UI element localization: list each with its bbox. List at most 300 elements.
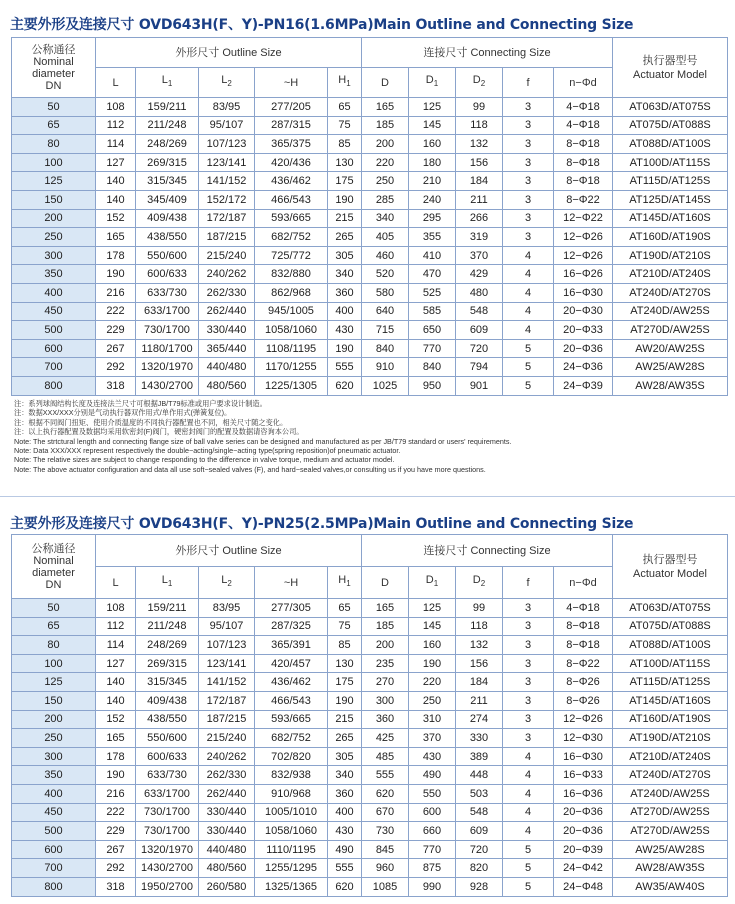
table-cell: 229 xyxy=(96,822,136,841)
table-cell: 8−Φ18 xyxy=(554,617,613,636)
dn-cell: 400 xyxy=(12,283,96,302)
table-cell: 770 xyxy=(409,840,456,859)
table-cell: 85 xyxy=(328,135,362,154)
table-row xyxy=(12,228,728,247)
table-cell: AT115D/AT125S xyxy=(613,172,728,191)
table-cell: 490 xyxy=(409,766,456,785)
table-cell: 83/95 xyxy=(199,98,255,117)
table-cell: 730 xyxy=(362,822,409,841)
table-cell: 165 xyxy=(96,228,136,247)
table-body xyxy=(12,599,728,897)
table-cell: 550/600 xyxy=(136,246,199,265)
table-cell: 440/480 xyxy=(199,358,255,377)
table-cell: 409/438 xyxy=(136,691,199,710)
dn-cell: 800 xyxy=(12,376,96,395)
table-cell: 250 xyxy=(409,691,456,710)
table-cell: 20−Φ36 xyxy=(554,803,613,822)
table-row xyxy=(12,116,728,135)
table-cell: AW28/AW35S xyxy=(613,376,728,395)
table-row xyxy=(12,710,728,729)
table-cell: 152 xyxy=(96,209,136,228)
table-cell: 600 xyxy=(409,803,456,822)
table-cell: 190 xyxy=(409,654,456,673)
table-cell: 715 xyxy=(362,321,409,340)
note-line: 注：以上执行器配置及数据均采用软密封(F)阀门，硬密封阀门的配置及数据请咨询本公司。 xyxy=(14,427,304,437)
table-cell: 220 xyxy=(362,153,409,172)
table-cell: 950 xyxy=(409,376,456,395)
table-cell: 555 xyxy=(328,859,362,878)
column-header: ~H xyxy=(255,567,328,599)
table-cell: 330/440 xyxy=(199,803,255,822)
note-line: 注：数据XXX/XXX分别是气动执行器双作用式/单作用式(弹簧复位)。 xyxy=(14,408,232,418)
table-cell: 1108/1195 xyxy=(255,339,328,358)
dn-cell: 125 xyxy=(12,673,96,692)
dn-cell: 350 xyxy=(12,265,96,284)
table-cell: 235 xyxy=(362,654,409,673)
table-cell: 4 xyxy=(503,784,554,803)
table-cell: 490 xyxy=(328,840,362,859)
table-cell: 4 xyxy=(503,246,554,265)
table-cell: 4 xyxy=(503,822,554,841)
table-cell: 269/315 xyxy=(136,654,199,673)
table-cell: AT075D/AT088S xyxy=(613,617,728,636)
table-row xyxy=(12,209,728,228)
table-cell: 430 xyxy=(328,822,362,841)
table-cell: 172/187 xyxy=(199,209,255,228)
table-cell: 267 xyxy=(96,840,136,859)
table-cell: 3 xyxy=(503,654,554,673)
table-cell: 4−Φ18 xyxy=(554,98,613,117)
table-cell: 425 xyxy=(362,729,409,748)
table-cell: 660 xyxy=(409,822,456,841)
dn-cell: 450 xyxy=(12,302,96,321)
table-cell: AT160D/AT190S xyxy=(613,710,728,729)
table-cell: 16−Φ36 xyxy=(554,784,613,803)
table-cell: 633/1700 xyxy=(136,784,199,803)
table-cell: 12−Φ26 xyxy=(554,246,613,265)
table-cell: 24−Φ39 xyxy=(554,376,613,395)
table-cell: 190 xyxy=(96,265,136,284)
table-cell: 389 xyxy=(456,747,503,766)
table-cell: 845 xyxy=(362,840,409,859)
table-cell: 211/248 xyxy=(136,617,199,636)
dn-cell: 200 xyxy=(12,209,96,228)
table-cell: 440/480 xyxy=(199,840,255,859)
dn-cell: 50 xyxy=(12,599,96,618)
table-cell: 12−Φ22 xyxy=(554,209,613,228)
table-cell: 215/240 xyxy=(199,729,255,748)
column-header: $D_1$ xyxy=(409,68,456,98)
table-cell: 185 xyxy=(362,116,409,135)
table-row xyxy=(12,636,728,655)
table-cell: 277/305 xyxy=(255,599,328,618)
table-cell: 430 xyxy=(409,747,456,766)
table-cell: 609 xyxy=(456,822,503,841)
table-cell: 130 xyxy=(328,654,362,673)
table-cell: 480 xyxy=(456,283,503,302)
table-cell: 370 xyxy=(456,246,503,265)
table-cell: 5 xyxy=(503,859,554,878)
table-cell: 216 xyxy=(96,283,136,302)
column-header: $L_2$ xyxy=(199,567,255,599)
table-row xyxy=(12,599,728,618)
table-cell: 3 xyxy=(503,729,554,748)
table-cell: 1320/1970 xyxy=(136,358,199,377)
table-cell: 300 xyxy=(362,691,409,710)
column-header: n−Φd xyxy=(554,68,613,98)
table-cell: 4 xyxy=(503,302,554,321)
table-cell: 145 xyxy=(409,617,456,636)
table-cell: 215 xyxy=(328,209,362,228)
table-cell: AT063D/AT075S xyxy=(613,98,728,117)
table-cell: 215/240 xyxy=(199,246,255,265)
dn-cell: 500 xyxy=(12,321,96,340)
section2-title: 主要外形及连接尺寸 OVD643H(F、Y)-PN25(2.5MPa)Main Outline and Connecting Size xyxy=(10,516,634,532)
table-row xyxy=(12,283,728,302)
table-cell: 262/440 xyxy=(199,784,255,803)
table-cell: 3 xyxy=(503,710,554,729)
table-cell: 928 xyxy=(456,877,503,896)
table-cell: 550 xyxy=(409,784,456,803)
table-cell: 360 xyxy=(328,283,362,302)
connecting-size-header: 连接尺寸 Connecting Size xyxy=(362,535,613,567)
table-cell: AW20/AW25S xyxy=(613,339,728,358)
table-cell: 123/141 xyxy=(199,153,255,172)
table-cell: 340 xyxy=(328,766,362,785)
table-cell: 160 xyxy=(409,135,456,154)
dn-cell: 250 xyxy=(12,729,96,748)
table-cell: AT240D/AW25S xyxy=(613,784,728,803)
table-cell: 330/440 xyxy=(199,822,255,841)
table-cell: 114 xyxy=(96,135,136,154)
note-line: 注：系列球阀结构长度及连接法兰尺寸可根据JB/T79标准或用户要求设计制造。 xyxy=(14,399,267,408)
column-header: $D_2$ xyxy=(456,68,503,98)
table-row xyxy=(12,172,728,191)
table-cell: 175 xyxy=(328,172,362,191)
table-cell: AT240D/AT270S xyxy=(613,766,728,785)
table-cell: 1950/2700 xyxy=(136,877,199,896)
table-cell: 305 xyxy=(328,246,362,265)
table-cell: 1430/2700 xyxy=(136,376,199,395)
column-header: $H_1$ xyxy=(328,567,362,599)
table-cell: 266 xyxy=(456,209,503,228)
dn-cell: 65 xyxy=(12,116,96,135)
table-cell: 832/880 xyxy=(255,265,328,284)
table-cell: 8−Φ18 xyxy=(554,636,613,655)
table-cell: 3 xyxy=(503,116,554,135)
dn-cell: 50 xyxy=(12,98,96,117)
table-cell: 180 xyxy=(409,153,456,172)
table-cell: 24−Φ42 xyxy=(554,859,613,878)
dn-cell: 80 xyxy=(12,135,96,154)
table-cell: 292 xyxy=(96,859,136,878)
table-cell: 525 xyxy=(409,283,456,302)
table-cell: 730/1700 xyxy=(136,321,199,340)
table-cell: 4 xyxy=(503,265,554,284)
table-cell: 265 xyxy=(328,729,362,748)
dn-cell: 600 xyxy=(12,840,96,859)
table-cell: 555 xyxy=(328,358,362,377)
table-cell: AT125D/AT145S xyxy=(613,190,728,209)
table-cell: 5 xyxy=(503,358,554,377)
table-cell: 420/436 xyxy=(255,153,328,172)
table-cell: 318 xyxy=(96,877,136,896)
table-cell: 127 xyxy=(96,153,136,172)
table-cell: 5 xyxy=(503,339,554,358)
table-cell: 3 xyxy=(503,599,554,618)
table-cell: 95/107 xyxy=(199,116,255,135)
table-cell: 3 xyxy=(503,691,554,710)
table-row xyxy=(12,803,728,822)
table-cell: 24−Φ36 xyxy=(554,358,613,377)
table-cell: 620 xyxy=(362,784,409,803)
dn-cell: 500 xyxy=(12,822,96,841)
dn-cell: 300 xyxy=(12,246,96,265)
column-header: L xyxy=(96,567,136,599)
table-cell: 222 xyxy=(96,302,136,321)
table-cell: AT075D/AT088S xyxy=(613,116,728,135)
table-body xyxy=(12,98,728,396)
column-header: n−Φd xyxy=(554,567,613,599)
table-cell: 156 xyxy=(456,654,503,673)
table-cell: 438/550 xyxy=(136,228,199,247)
table-cell: 222 xyxy=(96,803,136,822)
table-cell: 1058/1060 xyxy=(255,321,328,340)
table-cell: 1180/1700 xyxy=(136,339,199,358)
table-cell: 295 xyxy=(409,209,456,228)
dn-header: 公称通径 Nominal diameter DN xyxy=(12,535,96,599)
dn-cell: 250 xyxy=(12,228,96,247)
table-cell: 248/269 xyxy=(136,636,199,655)
table-cell: 211/248 xyxy=(136,116,199,135)
table-cell: 127 xyxy=(96,654,136,673)
table-cell: 112 xyxy=(96,617,136,636)
table-cell: 600/633 xyxy=(136,265,199,284)
table-cell: AW35/AW40S xyxy=(613,877,728,896)
table-cell: 3 xyxy=(503,673,554,692)
table-cell: 319 xyxy=(456,228,503,247)
dn-cell: 700 xyxy=(12,358,96,377)
table-row xyxy=(12,859,728,878)
table-cell: 262/440 xyxy=(199,302,255,321)
table-cell: 16−Φ33 xyxy=(554,766,613,785)
dn-cell: 150 xyxy=(12,190,96,209)
table-cell: 85 xyxy=(328,636,362,655)
table-cell: 725/772 xyxy=(255,246,328,265)
table-cell: 832/938 xyxy=(255,766,328,785)
table-row xyxy=(12,654,728,673)
table-cell: 123/141 xyxy=(199,654,255,673)
table-cell: 112 xyxy=(96,116,136,135)
table-row xyxy=(12,822,728,841)
table-row xyxy=(12,691,728,710)
note-line: Note: The above actuator configuration and data all use soft−sealed valves (F), and hard−sealed valves,or consulting us if you have more questions. xyxy=(14,464,486,474)
table-cell: 156 xyxy=(456,153,503,172)
section1-title: 主要外形及连接尺寸 OVD643H(F、Y)-PN16(1.6MPa)Main Outline and Connecting Size xyxy=(10,17,634,33)
table-cell: 187/215 xyxy=(199,710,255,729)
table-cell: 1325/1365 xyxy=(255,877,328,896)
table-cell: 400 xyxy=(328,302,362,321)
table-cell: 5 xyxy=(503,877,554,896)
table-row xyxy=(12,617,728,636)
table-cell: 340 xyxy=(362,209,409,228)
table-cell: 3 xyxy=(503,209,554,228)
table-cell: 438/550 xyxy=(136,710,199,729)
column-header: $D_1$ xyxy=(409,567,456,599)
table-row xyxy=(12,766,728,785)
table-cell: 12−Φ26 xyxy=(554,228,613,247)
table-cell: 305 xyxy=(328,747,362,766)
table-cell: 274 xyxy=(456,710,503,729)
table-cell: 1085 xyxy=(362,877,409,896)
table-cell: 702/820 xyxy=(255,747,328,766)
table-cell: 466/543 xyxy=(255,190,328,209)
table-cell: AT190D/AT210S xyxy=(613,246,728,265)
table-cell: 1255/1295 xyxy=(255,859,328,878)
table-cell: 650 xyxy=(409,321,456,340)
table-cell: 140 xyxy=(96,172,136,191)
table-cell: 345/409 xyxy=(136,190,199,209)
table-cell: 410 xyxy=(409,246,456,265)
table-cell: 1170/1255 xyxy=(255,358,328,377)
table-cell: 3 xyxy=(503,190,554,209)
table-cell: 160 xyxy=(409,636,456,655)
table-cell: 20−Φ36 xyxy=(554,339,613,358)
table-cell: 585 xyxy=(409,302,456,321)
table-cell: 901 xyxy=(456,376,503,395)
column-header: f xyxy=(503,567,554,599)
table-cell: 140 xyxy=(96,673,136,692)
table-cell: 20−Φ30 xyxy=(554,302,613,321)
table-cell: 620 xyxy=(328,376,362,395)
table-cell: 12−Φ30 xyxy=(554,729,613,748)
table-cell: 190 xyxy=(328,190,362,209)
table-cell: 670 xyxy=(362,803,409,822)
table-cell: 633/1700 xyxy=(136,302,199,321)
table-cell: AT063D/AT075S xyxy=(613,599,728,618)
column-header: L xyxy=(96,68,136,98)
table-cell: 470 xyxy=(409,265,456,284)
table-cell: 770 xyxy=(409,339,456,358)
table-cell: 910 xyxy=(362,358,409,377)
table-cell: 5 xyxy=(503,376,554,395)
table-cell: 840 xyxy=(409,358,456,377)
table-cell: 20−Φ33 xyxy=(554,321,613,340)
dn-header: 公称通径 Nominal diameter DN xyxy=(12,38,96,98)
column-header: D xyxy=(362,68,409,98)
dn-cell: 600 xyxy=(12,339,96,358)
table-row xyxy=(12,246,728,265)
table-cell: 250 xyxy=(362,172,409,191)
table-cell: 99 xyxy=(456,98,503,117)
table-cell: 118 xyxy=(456,116,503,135)
table-cell: 75 xyxy=(328,116,362,135)
table-cell: 118 xyxy=(456,617,503,636)
dn-cell: 450 xyxy=(12,803,96,822)
table-row xyxy=(12,98,728,117)
table-cell: 200 xyxy=(362,135,409,154)
table-cell: 862/968 xyxy=(255,283,328,302)
table-cell: AW25/AW28S xyxy=(613,840,728,859)
table-cell: 8−Φ26 xyxy=(554,673,613,692)
table-row xyxy=(12,877,728,896)
table-cell: 165 xyxy=(362,98,409,117)
table-cell: 267 xyxy=(96,339,136,358)
table-cell: 460 xyxy=(362,246,409,265)
table-row xyxy=(12,358,728,377)
table-cell: 216 xyxy=(96,784,136,803)
table-cell: 24−Φ48 xyxy=(554,877,613,896)
table-row xyxy=(12,153,728,172)
table-cell: 8−Φ26 xyxy=(554,691,613,710)
table-cell: 8−Φ22 xyxy=(554,654,613,673)
table-cell: 229 xyxy=(96,321,136,340)
table-cell: 248/269 xyxy=(136,135,199,154)
table-cell: 178 xyxy=(96,747,136,766)
table-row xyxy=(12,747,728,766)
table-cell: 292 xyxy=(96,358,136,377)
table-cell: AT100D/AT115S xyxy=(613,654,728,673)
table-cell: 240 xyxy=(409,190,456,209)
table-cell: 1058/1060 xyxy=(255,822,328,841)
table-cell: 265 xyxy=(328,228,362,247)
table-cell: 210 xyxy=(409,172,456,191)
table-cell: 1430/2700 xyxy=(136,859,199,878)
table-cell: 600/633 xyxy=(136,747,199,766)
table-cell: 215 xyxy=(328,710,362,729)
table-cell: 83/95 xyxy=(199,599,255,618)
table-row xyxy=(12,321,728,340)
table-cell: 430 xyxy=(328,321,362,340)
dn-cell: 80 xyxy=(12,636,96,655)
table-cell: 310 xyxy=(409,710,456,729)
table-row xyxy=(12,190,728,209)
table-cell: 184 xyxy=(456,172,503,191)
table-cell: 633/730 xyxy=(136,283,199,302)
table-cell: 550/600 xyxy=(136,729,199,748)
table-cell: 365/391 xyxy=(255,636,328,655)
column-header: f xyxy=(503,68,554,98)
table-cell: 1005/1010 xyxy=(255,803,328,822)
table-cell: 405 xyxy=(362,228,409,247)
table-cell: 165 xyxy=(362,599,409,618)
table-cell: 720 xyxy=(456,339,503,358)
dn-cell: 350 xyxy=(12,766,96,785)
table-cell: 340 xyxy=(328,265,362,284)
table-cell: 3 xyxy=(503,172,554,191)
table-cell: AT190D/AT210S xyxy=(613,729,728,748)
outline-size-header: 外形尺寸 Outline Size xyxy=(96,535,362,567)
table-cell: AT270D/AW25S xyxy=(613,803,728,822)
table-cell: 330 xyxy=(456,729,503,748)
table-row xyxy=(12,376,728,395)
table-cell: 3 xyxy=(503,153,554,172)
dn-cell: 65 xyxy=(12,617,96,636)
table-cell: 555 xyxy=(362,766,409,785)
dn-cell: 400 xyxy=(12,784,96,803)
section-divider xyxy=(0,496,735,497)
table-cell: 640 xyxy=(362,302,409,321)
column-header: D xyxy=(362,567,409,599)
table-cell: 3 xyxy=(503,228,554,247)
table-cell: 16−Φ26 xyxy=(554,265,613,284)
table-cell: 114 xyxy=(96,636,136,655)
note-line: Note: The strtctural length and connecting flange size of ball valve series can be designed and manufactured as per JB/T79 standard or users' requirements. xyxy=(14,436,512,446)
table-cell: 16−Φ30 xyxy=(554,283,613,302)
table-cell: AT160D/AT190S xyxy=(613,228,728,247)
table-cell: 4 xyxy=(503,283,554,302)
table-cell: 130 xyxy=(328,153,362,172)
